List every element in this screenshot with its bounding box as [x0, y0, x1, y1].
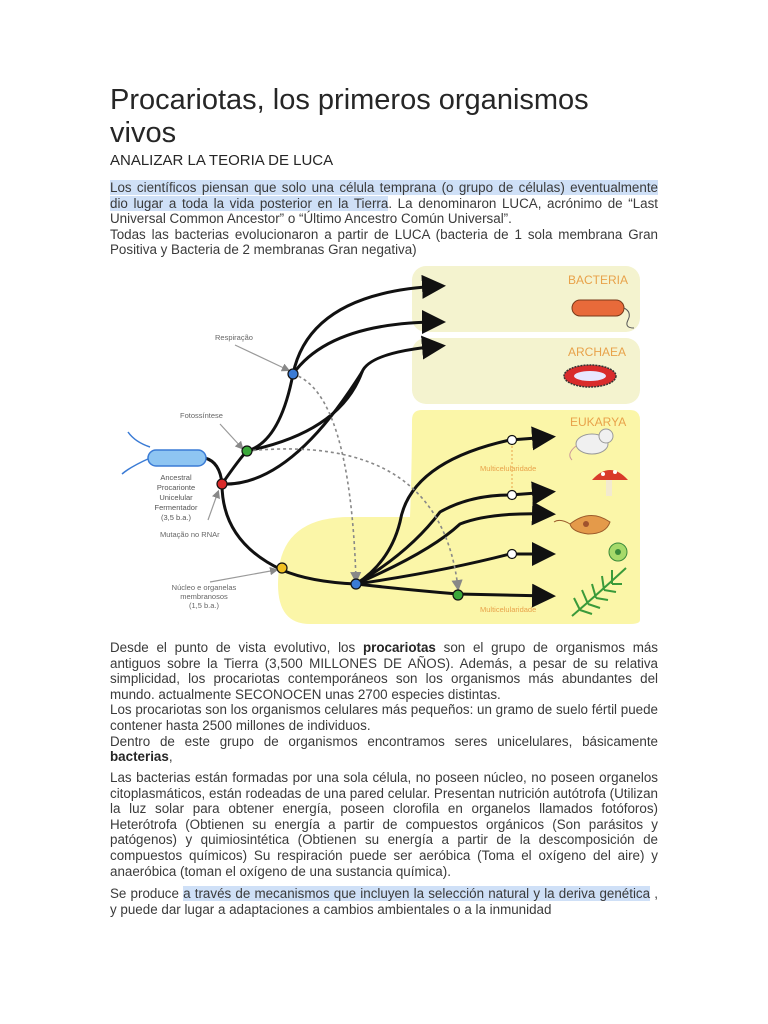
- ancestor-label-5: (3,5 b.a.): [160, 513, 192, 522]
- blue-node-respiration: [288, 369, 298, 379]
- p5-text-c: , y puede dar lugar a adaptaciones a cambios ambientales o a la inmunidad: [110, 886, 658, 917]
- white-node-protists: [508, 550, 517, 559]
- algae-illustration: [609, 543, 627, 561]
- ancestor-label-4: Fermentador: [154, 503, 198, 512]
- green-node-plants: [453, 590, 463, 600]
- archaeon-illustration: [564, 365, 616, 387]
- page-subtitle: ANALIZAR LA TEORIA DE LUCA: [110, 152, 334, 169]
- fotossintese-label: Fotossíntese: [180, 411, 223, 420]
- mutacao-label: Mutação no RNAr: [160, 530, 220, 539]
- intro-highlight: Los científicos piensan que solo una célula temprana (o grupo de células) eventualmente dio lugar a toda la vida posterior en la Tierra: [110, 180, 658, 211]
- intro-paragraph: [110, 180, 658, 258]
- p1-text-a: Desde el punto de vista evolutivo, los: [110, 640, 363, 655]
- intro-rest: . La denominaron LUCA, acrónimo de “Last Universal Common Ancestor” o “Último Ancestro Común Universal”.: [110, 195, 658, 227]
- green-node-photosynthesis: [242, 446, 252, 456]
- blue-node-eukarya: [351, 579, 361, 589]
- p1-bold-procariotas: procariotas: [362, 640, 436, 655]
- p5-text-a: Se produce: [110, 886, 184, 901]
- archaea-label: ARCHAEA: [568, 345, 627, 359]
- nucleo-label-2: membranosos: [180, 592, 228, 601]
- nucleo-label-1: Núcleo e organelas: [171, 583, 237, 592]
- eukarya-label: EUKARYA: [570, 415, 627, 429]
- p2-text: Los procariotas son los organismos celulares más pequeños: un gramo de suelo fértil puede contener hasta 2500 millones de individuos.: [110, 702, 658, 733]
- p5-highlight: a través de mecanismos que incluyen la selección natural y la deriva genética: [183, 886, 651, 901]
- white-node-fungi: [508, 491, 517, 500]
- red-node-mutation: [217, 479, 227, 489]
- bacteria-label: BACTERIA: [568, 273, 629, 287]
- luca-tree-diagram: [110, 262, 658, 630]
- p3-text-a: Dentro de este grupo de organismos encontramos seres unicelulares, básicamente: [110, 733, 658, 749]
- ancestor-cell: [122, 432, 206, 474]
- multicelularidade-label-2: Multicelularidade: [480, 605, 537, 614]
- page-title: Procariotas, los primeros organismos vivos: [110, 84, 589, 149]
- ancestor-label-2: Procarionte: [156, 483, 196, 492]
- white-node-animals: [508, 436, 517, 445]
- ancestor-label-1: Ancestral: [160, 473, 192, 482]
- p3-bold-bacterias: bacterias: [110, 749, 169, 765]
- paragraph-bacteria: Las bacterias están formadas por una sola célula, no poseen núcleo, no poseen organelos citoplasmáticos, están rodeadas de una pared celular. Presentan nutrición autótrofa (Utilizan la luz solar para obtener energía, poseen clorofila en organelos llamados fotóforos) Heterótrofa (Obtienen su energía a partir de compuestos orgánicos (Son parásitos y patógenos) y quimiosintética (Obtienen su energía a partir de la descomposición de compuestos químicos) Su respiración puede ser aeróbica (Toma el oxígeno del aire) y anaeróbica (toman el oxígeno de una sustancia química).: [110, 770, 658, 879]
- paragraph-evolution: [110, 640, 658, 765]
- respiracao-label: Respiração: [215, 333, 253, 342]
- p1-text-c: son el grupo de organismos más antiguos sobre la Tierra (3,500 MILLONES DE AÑOS). Además, a pesar de su relativa simplicidad, los procariotas contemporáneos son los organismos más abundantes del mundo. actualmente SECONOCEN unas 2700 especies distintas.: [110, 640, 659, 702]
- paragraph-mechanisms: [110, 886, 658, 917]
- multicelularidade-label-1: Multicelularidade: [480, 464, 537, 473]
- ancestor-label-3: Unicelular: [159, 493, 193, 502]
- yellow-node-nucleus: [277, 563, 287, 573]
- p3-text-c: ,: [168, 749, 173, 765]
- intro-line2: Todas las bacterias evolucionaron a partir de LUCA (bacteria de 1 sola membrana Gran Positiva y Bacteria de 2 membranas Gran negativa): [110, 226, 658, 258]
- nucleo-label-3: (1,5 b.a.): [188, 601, 220, 610]
